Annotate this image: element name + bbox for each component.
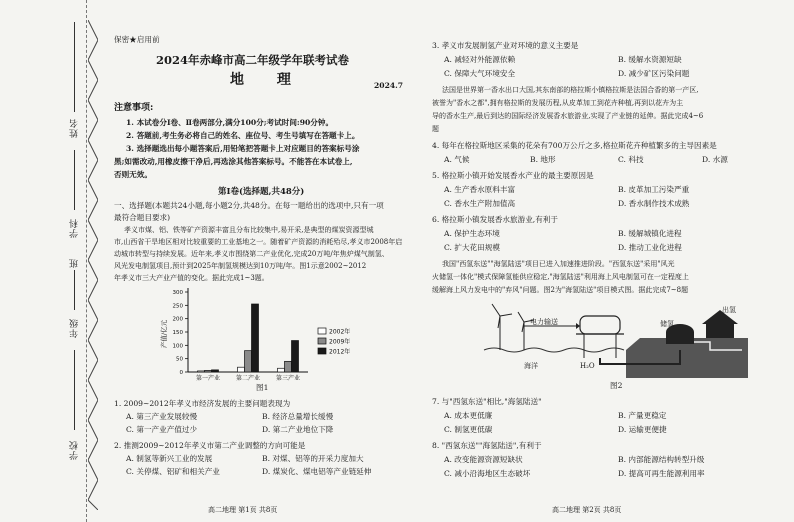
q7-text: 7. 与"西氢东送"相比,"海氢陆送" bbox=[432, 397, 542, 406]
bar-0-1 bbox=[205, 370, 212, 372]
passage-line-1: 孝义市煤、铝、铁等矿产资源丰富且分布比较集中,易开采,是典型的煤炭资源型城 bbox=[124, 226, 374, 234]
bar-1-2 bbox=[252, 304, 259, 372]
q8-option-c[interactable]: C. 减小沿海地区生态破坏 bbox=[444, 469, 531, 478]
q3-option-b[interactable]: B. 缓解水资源短缺 bbox=[618, 55, 682, 64]
q8-text: 8. "西氢东送""海氢陆送",有利于 bbox=[432, 441, 542, 450]
legend-label: 2002年 bbox=[329, 328, 351, 336]
q7-option-d[interactable]: D. 运输更便捷 bbox=[618, 425, 667, 434]
y-tick-label: 50 bbox=[176, 356, 183, 363]
electrolysis-platform bbox=[580, 316, 620, 334]
q7-option-c[interactable]: C. 制氢更低碳 bbox=[444, 425, 493, 434]
passage1-line-2: 被誉为"香水之都",拥有格拉斯的发展历程,从皮革加工到花卉种植,再到以花卉为主 bbox=[432, 99, 684, 107]
wind-turbine-icon bbox=[492, 304, 512, 350]
passage2-line-2: 火储氢一体化"模式保障氢能供应稳定,"海氢陆送"利用海上风电制氢可在一定程度上 bbox=[432, 273, 689, 281]
y-tick-label: 100 bbox=[172, 343, 183, 350]
fig2-label-h2o: H₂O bbox=[580, 362, 595, 370]
legend-label: 2009年 bbox=[329, 338, 351, 346]
name-line bbox=[74, 22, 75, 112]
q3-option-c[interactable]: C. 保障大气环境安全 bbox=[444, 69, 516, 78]
q8-option-a[interactable]: A. 改变能源资源短缺状 bbox=[444, 455, 523, 464]
section-line-1: 一、选择题(本题共24小题,每小题2分,共48分。在每一题给出的选项中,只有一项 bbox=[114, 201, 384, 210]
q1-option-a[interactable]: A. 第三产业发展较慢 bbox=[126, 412, 198, 421]
legend-swatch bbox=[318, 338, 326, 344]
q6-text: 6. 格拉斯小镇发展香水旅游业,有利于 bbox=[432, 215, 558, 224]
q4-text: 4. 每年在格拉斯地区采集的花朵有700万公斤之多,格拉斯花卉种植繁多的主导因素是 bbox=[432, 141, 717, 150]
subject-title: 地 理 bbox=[230, 72, 305, 88]
level-label: 年级 bbox=[70, 318, 80, 338]
bar-1-0 bbox=[238, 367, 245, 372]
q4-option-d[interactable]: D. 水源 bbox=[702, 155, 728, 164]
fig1-bar-chart bbox=[144, 284, 384, 388]
x-tick-label: 第三产业 bbox=[275, 375, 301, 382]
q4-option-c[interactable]: C. 科技 bbox=[618, 155, 644, 164]
passage2-line-1: 我国"西氢东送""海氢陆送"项目已进入加速推进阶段。"西氢东送"采用"风光 bbox=[442, 260, 675, 268]
y-tick-label: 150 bbox=[172, 330, 183, 336]
legend-label: 2012年 bbox=[329, 348, 351, 356]
q2-option-c[interactable]: C. 关停煤、铝矿和相关产业 bbox=[126, 467, 220, 476]
bar-2-2 bbox=[292, 341, 299, 372]
notice-5: 否则无效。 bbox=[114, 170, 152, 179]
q6-option-a[interactable]: A. 保护生态环境 bbox=[444, 229, 500, 238]
bar-1-1 bbox=[245, 351, 252, 372]
notice-3: 3. 选择题选出每小题答案后,用铅笔把答题卡上对应题目的答案标号涂 bbox=[126, 144, 360, 153]
school-line bbox=[74, 350, 75, 430]
bar-0-0 bbox=[198, 371, 205, 372]
passage1-line-1: 法国是世界第一香水出口大国,其东南部的格拉斯小镇格拉斯是法国合香的第一产区, bbox=[442, 86, 699, 94]
q1-option-d[interactable]: D. 第二产业地位下降 bbox=[262, 425, 334, 434]
x-tick-label: 第二产业 bbox=[235, 375, 261, 382]
q1-option-c[interactable]: C. 第一产业产值过少 bbox=[126, 425, 198, 434]
passage1-line-4: 题 bbox=[432, 125, 439, 133]
page-1 bbox=[108, 0, 426, 522]
fig2-label-out: 出氢 bbox=[722, 306, 736, 314]
q7-option-a[interactable]: A. 成本更低廉 bbox=[444, 411, 493, 420]
binding-zigzag bbox=[88, 20, 98, 510]
part-title: 第Ⅰ卷(选择题,共48分) bbox=[218, 187, 305, 197]
legend-swatch bbox=[318, 328, 326, 334]
fig2-diagram bbox=[480, 298, 750, 380]
bar-0-2 bbox=[212, 370, 219, 372]
y-tick-label: 300 bbox=[172, 290, 183, 296]
passage-line-3: 动城市转型与持续发展。近年来,孝义市围绕第二产业优化,完成20万吨/年焦炉煤气制氢、 bbox=[114, 250, 389, 258]
exam-date: 2024.7 bbox=[374, 81, 404, 90]
page-2 bbox=[432, 0, 784, 522]
notice-4: 黑;如需改动,用橡皮擦干净后,再选涂其他答案标号。不能答在本试卷上, bbox=[114, 157, 353, 166]
fig1-caption: 图1 bbox=[256, 383, 269, 392]
q6-option-c[interactable]: C. 扩大花田规模 bbox=[444, 243, 500, 252]
q2-option-d[interactable]: D. 煤炭化、煤电铝等产业链延伸 bbox=[262, 467, 372, 476]
passage-line-5: 年孝义市三大产业产值的变化。据此完成1~3题。 bbox=[114, 274, 269, 282]
q5-option-a[interactable]: A. 生产香水原料丰富 bbox=[444, 185, 516, 194]
notice-head: 注意事项: bbox=[114, 103, 154, 113]
q8-option-d[interactable]: D. 提高可再生能源利用率 bbox=[618, 469, 705, 478]
name-label: 姓名 bbox=[70, 118, 80, 138]
section-line-2: 最符合题目要求) bbox=[114, 213, 171, 222]
passage-line-2: 市,山西省干旱地区相对比较重要的工业基地之一。随着矿产资源的消耗殆尽,孝义市2008年启 bbox=[114, 238, 403, 246]
y-tick-label: 0 bbox=[179, 370, 183, 376]
q5-option-c[interactable]: C. 香水生产附加值高 bbox=[444, 199, 516, 208]
class-label: 学科 bbox=[70, 218, 80, 238]
q1-text: 1. 2009~2012年孝义市经济发展的主要问题表现为 bbox=[114, 399, 291, 408]
passage1-line-3: 导的香水生产,最后到达的国际经济发展香水旅游业,实现了产业链的延伸。据此完成4~6 bbox=[432, 112, 704, 120]
school-label: 学校 bbox=[70, 440, 80, 460]
q7-option-b[interactable]: B. 产量更稳定 bbox=[618, 411, 667, 420]
q8-option-b[interactable]: B. 内部能源结构转型升级 bbox=[618, 455, 705, 464]
q3-text: 3. 孝义市发展制氢产业对环境的意义主要是 bbox=[432, 41, 579, 50]
fig2-caption: 图2 bbox=[610, 381, 623, 390]
secret-label: 保密★启用前 bbox=[114, 35, 160, 44]
passage-line-4: 风光发电制氢项目,预计到2025年制氢规模达到10万吨/年。图1示意2002~2012 bbox=[114, 262, 367, 270]
q5-option-d[interactable]: D. 香水制作技术成熟 bbox=[618, 199, 690, 208]
fig2-label-ocean: 海洋 bbox=[524, 362, 538, 370]
q6-option-d[interactable]: D. 推动工业化进程 bbox=[618, 243, 682, 252]
exam-title: 2024年赤峰市高二年级学年联考试卷 bbox=[156, 53, 350, 67]
q6-option-b[interactable]: B. 缓解城镇化进程 bbox=[618, 229, 682, 238]
q2-text: 2. 推测2009~2012年孝义市第二产业调整的方向可能是 bbox=[114, 441, 306, 450]
notice-2: 2. 答题前,考生务必将自己的姓名、座位号、考生号填写在答题卡上。 bbox=[126, 131, 360, 140]
sea-surface bbox=[484, 348, 624, 352]
y-tick-label: 250 bbox=[172, 303, 183, 310]
fig2-label-storage: 储氢 bbox=[660, 320, 674, 328]
seat-label: 班 bbox=[70, 258, 80, 268]
q4-option-a[interactable]: A. 气候 bbox=[444, 155, 470, 164]
q5-option-b[interactable]: B. 皮革加工污染严重 bbox=[618, 185, 690, 194]
y-tick-label: 200 bbox=[172, 316, 183, 323]
notice-1: 1. 本试卷分Ⅰ卷、Ⅱ卷两部分,满分100分;考试时间:90分钟。 bbox=[126, 118, 334, 127]
x-tick-label: 第一产业 bbox=[195, 375, 221, 382]
level-line bbox=[74, 270, 75, 310]
q2-option-a[interactable]: A. 制氢等新兴工业的发展 bbox=[126, 454, 213, 463]
q5-text: 5. 格拉斯小镇开始发展香水产业的最主要原因是 bbox=[432, 171, 594, 180]
q1-option-b[interactable]: B. 经济总量增长缓慢 bbox=[262, 412, 334, 421]
legend-swatch bbox=[318, 348, 326, 354]
fig2-label-power: 电力输送 bbox=[530, 318, 558, 326]
page2-footer: 高二地理 第2页 共8页 bbox=[552, 506, 622, 514]
q3-option-d[interactable]: D. 减少矿区污染问题 bbox=[618, 69, 690, 78]
y-axis-label: 产值/亿元 bbox=[160, 319, 168, 349]
page1-footer: 高二地理 第1页 共8页 bbox=[208, 506, 278, 514]
bar-2-0 bbox=[278, 368, 285, 372]
q3-option-a[interactable]: A. 减轻对外能源依赖 bbox=[444, 55, 516, 64]
q4-option-b[interactable]: B. 地形 bbox=[530, 155, 556, 164]
binding-strip bbox=[0, 0, 87, 522]
class-line bbox=[74, 150, 75, 210]
bar-2-1 bbox=[285, 361, 292, 372]
passage2-line-3: 缓解海上风力发电中的"弃风"问题。图2为"海氢陆送"项目模式图。据此完成7~8题 bbox=[432, 286, 689, 294]
q2-option-b[interactable]: B. 对煤、铝等的开采力度加大 bbox=[262, 454, 364, 463]
